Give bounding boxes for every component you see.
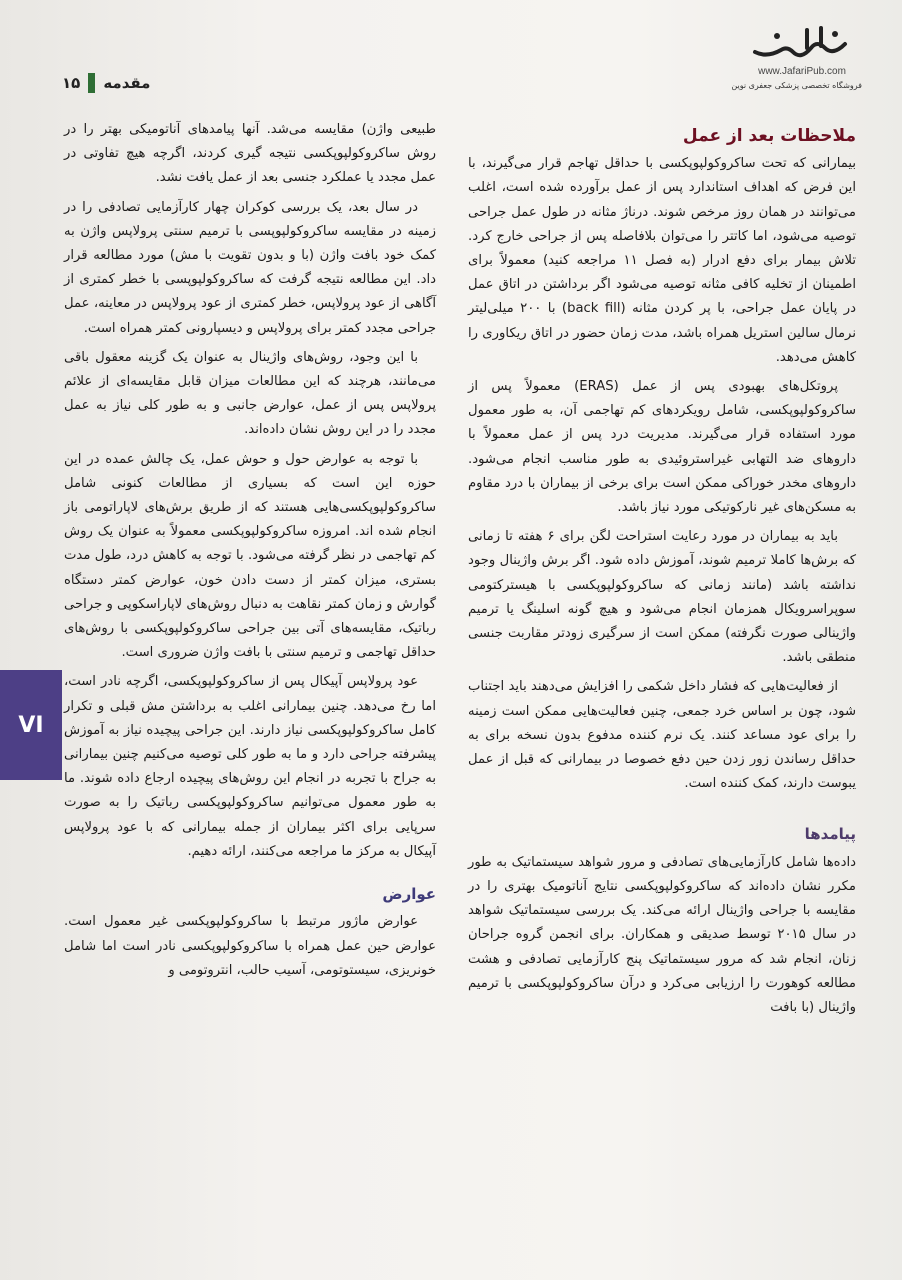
- header-divider-bar: [88, 73, 95, 93]
- paragraph: داده‌ها شامل کارآزمایی‌های تصادفی و مرور شواهد سیستماتیک به طور مکرر نشان داده‌اند که ساکروکولپوپکسی نتایج آناتومیک بهتری را در مقایسه با جراحی واژینال ارائه می‌کند. یک بررسی سیستماتیک شواهد در سال ۲۰۱۵ توسط صدیقی و همکاران. برای انجمن گروه جراحان زنان، انجام شد که مرور سیستماتیک پنج کارآزمایی تصادفی و هشت مطالعه کوهورت را ارزیابی می‌کرد و درآن ساکروکولپوپکسی با ترمیم واژینال (با بافت: [468, 854, 856, 1015]
- chapter-thumb-tab: [0, 670, 62, 780]
- section-heading-outcomes: پیامدها: [804, 825, 856, 844]
- paragraph: عود پرولاپس آپیکال پس از ساکروکولپوپکسی، اگرچه نادر است، اما رخ می‌دهد. چنین بیمارانی اغلب به برداشتن مش قبلی و تکرار کامل ساکروکولپوپکسی نیاز دارند. این جراحی پیچیده نیاز به آموزش پیشرفته جراحی دارد و ما به طور کلی توصیه می‌کنیم چنین بیمارانی به جراح با تجربه در انجام این روش‌های پیچیده ارجاع داده شوند. ما به طور معمول می‌توانیم ساکروکولپوپکسی رباتیک را به صورت سرپایی برای اکثر بیماران از جمله بیمارانی که با عود پرولاپس آپیکال به مرکز ما مراجعه می‌کنند، ارائه دهیم.: [64, 674, 436, 859]
- chapter-title: مقدمه: [103, 74, 151, 92]
- right-column: [468, 124, 856, 1025]
- paragraph: باید به بیماران در مورد رعایت استراحت لگن برای ۶ هفته تا زمانی که برش‌ها کاملا ترمیم شوند، آموزش داده شود. اگر برش واژینال وجود نداشته باشد (مانند زمانی که ساکروکولپوپکسی با هیسترکتومی سوپراسرویکال همزمان انجام می‌شود و هیچ گونه اسلینگ یا ترمیم واژینالی صورت نگرفته) ممکن است از سرگیری زودتر مقاربت جنسی منطقی باشد.: [468, 529, 856, 666]
- publisher-url: www.JafariPub.com: [758, 66, 846, 77]
- section-heading-postop: ملاحظات بعد از عمل: [682, 126, 856, 146]
- jafari-logo-icon: [747, 22, 857, 64]
- left-column: [64, 118, 436, 988]
- section-heading-complications: عوارض: [382, 885, 436, 904]
- paragraph: از فعالیت‌هایی که فشار داخل شکمی را افزایش می‌دهند باید اجتناب شود، چون بر اساس خرد جمعی، چنین فعالیت‌هایی ممکن است زمینه را برای عود مساعد کنند. یک نرم کننده مدفوع بدون نسخه برای به حداقل رساندن زور زدن حین دفع خصوصا در بیمارانی که قبل از عمل یبوست دارند، کمک کننده است.: [468, 679, 856, 792]
- paragraph: با توجه به عوارض حول و حوش عمل، یک چالش عمده در این حوزه این است که بسیاری از مطالعات کنونی شامل ساکروکولپوپکسی‌هایی هستند که از طریق برش‌های لاپاراتومی باز انجام شده اند. امروزه ساکروکولپوپکسی معمولاً به عنوان یک روش کم تهاجمی در نظر گرفته می‌شود. با توجه به کاهش درد، طول مدت بستری، میزان کمتر از دست دادن خون، عوارض کمتر دستگاه گوارش و زمان کمتر نقاهت به دنبال روش‌های لاپاراسکوپی و جراحی رباتیک، مقایسه‌های آتی بین جراحی ساکروکولپوپکسی با روش‌های حداقل تهاجمی و ترمیم سنتی با بافت واژن ضروری است.: [64, 451, 436, 661]
- paragraph: بیمارانی که تحت ساکروکولپوپکسی با حداقل تهاجم قرار می‌گیرند، با این فرض که اهداف استاندارد پس از عمل برآورده شده است، اغلب می‌توانند در همان روز مرخص شوند. درناژ مثانه در طول عمل جراحی توصیه می‌شود، اما کاتتر را می‌توان بلافاصله پس از جراحی خارج کرد. تلاش بیمار برای دفع ادرار (به فصل ۱۱ مراجعه کنید) معمولاً برای اطمینان از تخلیه کافی مثانه توصیه می‌شود اگر برداشتن در اتاق عمل در پایان عمل جراحی، با پر کردن مثانه (back fill) با ۲۰۰ میلی‌لیتر نرمال سالین استریل همراه باشد، مدت زمان حضور در اتاق ریکاوری را کاهش می‌دهد.: [468, 156, 856, 365]
- publisher-tagline: فروشگاه تخصصی پزشکی جعفری نوین: [731, 81, 862, 90]
- paragraph: پروتکل‌های بهبودی پس از عمل (ERAS) معمولاً پس از ساکروکولپوپکسی، شامل رویکردهای کم تهاجمی آن، به طور معمول مورد استفاده قرار می‌گیرند. مدیریت درد پس از عمل معمولاً با داروهای ضد التهابی غیراستروئیدی به طور مناسب انجام می‌شود. داروهای مخدر خوراکی ممکن است برای برخی از بیماران با درد مقاوم به مسکن‌های غیر نارکوتیکی مورد نیاز باشد.: [468, 379, 856, 516]
- paragraph: با این وجود، روش‌های واژینال به عنوان یک گزینه معقول باقی می‌مانند، هرچند که این مطالعات میزان قابل مقایسه‌ای از علائم پرولاپس پس از عمل، عوارض جانبی و به طور کلی نیاز به عمل مجدد را در این روش نشان داده‌اند.: [64, 349, 436, 438]
- page-number: ۱۵: [62, 74, 81, 92]
- chapter-thumb-label: VI: [18, 712, 44, 738]
- paragraph: عوارض ماژور مرتبط با ساکروکولپوپکسی غیر معمول است. عوارض حین عمل همراه با ساکروکولپوپکسی نادر است اما شامل خونریزی، سیستوتومی، آسیب حالب، انتروتومی و: [64, 914, 436, 978]
- running-header: [62, 70, 150, 96]
- publisher-logo: [731, 22, 862, 90]
- paragraph: طبیعی واژن) مقایسه می‌شد. آنها پیامدهای آناتومیکی بهتر را در روش ساکروکولپوپکسی نتیجه گیری کردند، اگرچه هیچ تفاوتی در عمل مجدد یا عملکرد جنسی بعد از عمل یافت نشد.: [64, 122, 436, 186]
- paragraph: در سال بعد، یک بررسی کوکران چهار کارآزمایی تصادفی را در زمینه در مقایسه ساکروکولپوپسی با ترمیم سنتی پرولاپس واژن به کمک خود بافت واژن (با و بدون تقویت با مش) مورد مطالعه قرار داد. این مطالعه نتیجه گرفت که ساکروکولپوپسی با خطر کمتری از آگاهی از عود پرولاپس، خطر کمتری از عود پرولاپس در معاینه، عمل جراحی مجدد کمتر برای پرولاپس و دیسپارونی کمتر همراه است.: [64, 199, 436, 336]
